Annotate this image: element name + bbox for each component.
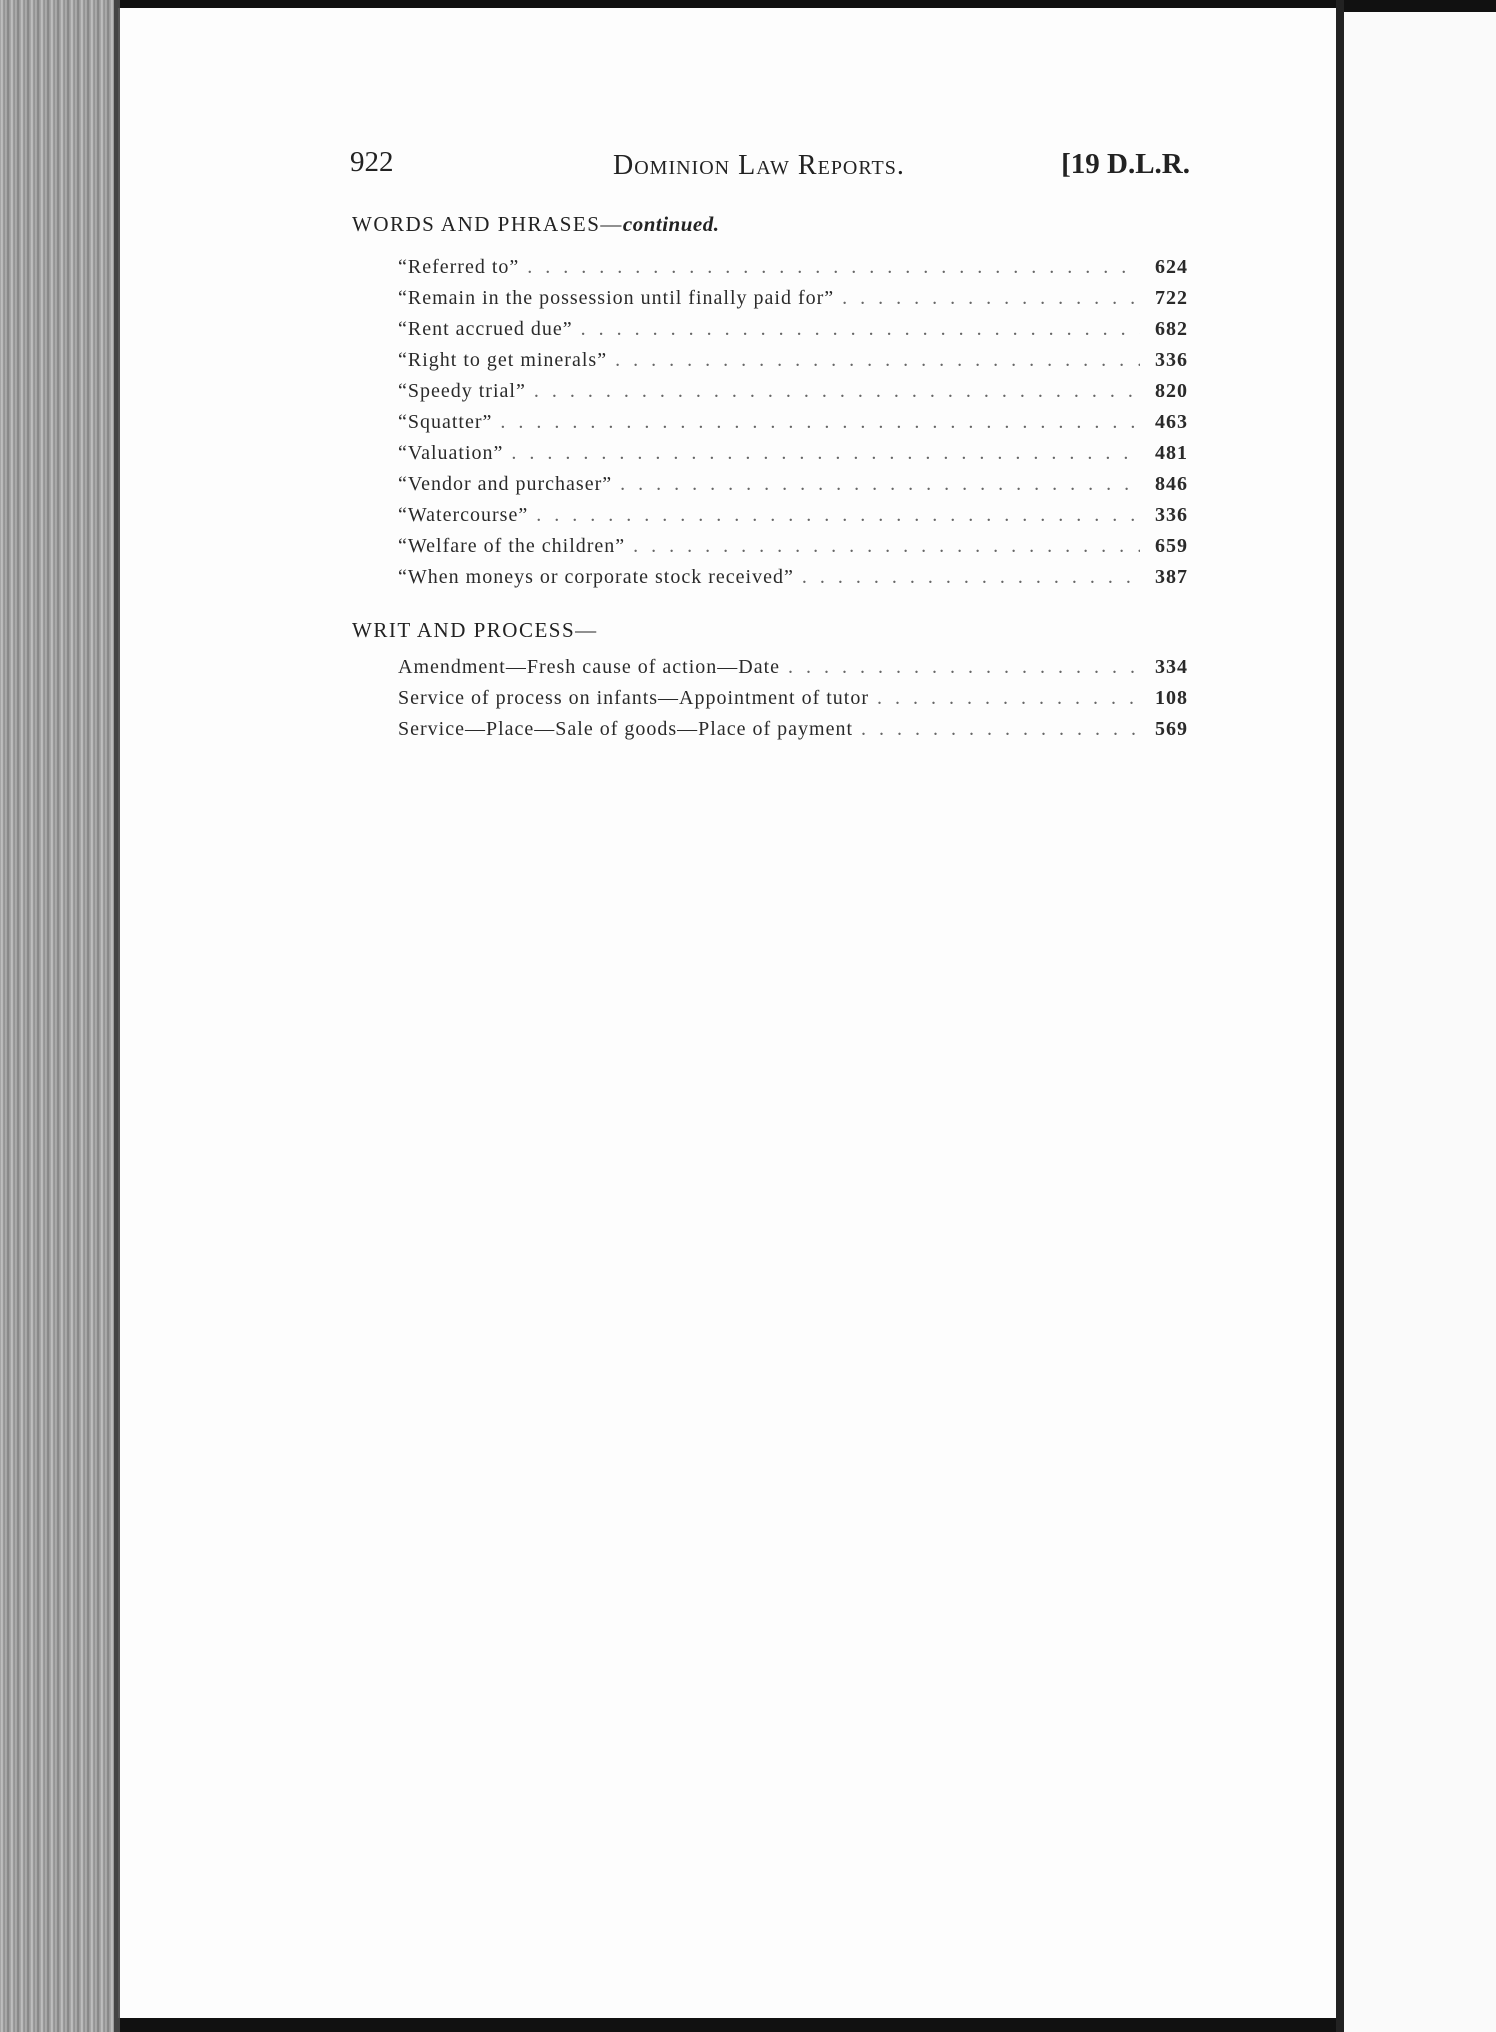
dot-leader	[788, 656, 1140, 679]
entry-label: Service—Place—Sale of goods—Place of payment	[398, 718, 853, 740]
dot-leader	[527, 256, 1140, 279]
dot-leader	[877, 687, 1140, 710]
book-page-edges	[0, 0, 120, 2032]
running-head	[350, 142, 1190, 192]
dot-leader	[500, 411, 1140, 434]
dot-leader	[620, 473, 1140, 496]
entry-page: 624	[1155, 256, 1188, 278]
journal-title: Dominion Law Reports.	[613, 150, 905, 181]
index-entry	[398, 687, 1188, 718]
index-entry	[398, 349, 1188, 380]
index-entry	[398, 504, 1188, 535]
index-entry	[398, 442, 1188, 473]
entry-label: “Vendor and purchaser”	[398, 473, 613, 495]
index-entry	[398, 718, 1188, 749]
entry-page: 682	[1155, 318, 1188, 340]
dot-leader	[615, 349, 1140, 372]
dot-leader	[633, 535, 1140, 558]
index-entry	[398, 287, 1188, 318]
entry-page: 336	[1155, 504, 1188, 526]
dot-leader	[842, 287, 1140, 310]
entry-page: 569	[1155, 718, 1188, 740]
entry-page: 334	[1155, 656, 1188, 678]
entry-label: “Watercourse”	[398, 504, 529, 526]
entry-page: 659	[1155, 535, 1188, 557]
entry-page: 387	[1155, 566, 1188, 588]
index-entry	[398, 535, 1188, 566]
entry-label: “Welfare of the children”	[398, 535, 626, 557]
index-entries-writ-and-process	[398, 656, 1188, 749]
facing-page	[1344, 12, 1496, 2032]
section-heading-text: WRIT AND PROCESS—	[352, 618, 598, 642]
entry-label: Service of process on infants—Appointment of tutor	[398, 687, 870, 709]
page-number: 922	[350, 146, 394, 178]
index-entry	[398, 656, 1188, 687]
entry-label: “Referred to”	[398, 256, 520, 278]
section-heading-continued: continued.	[622, 212, 720, 236]
index-entry	[398, 473, 1188, 504]
book-gutter	[1336, 0, 1344, 2032]
index-entry	[398, 566, 1188, 597]
dot-leader	[511, 442, 1140, 465]
index-entry	[398, 380, 1188, 411]
entry-label: Amendment—Fresh cause of action—Date	[398, 656, 781, 678]
entry-page: 108	[1155, 687, 1188, 709]
volume-reference: [19 D.L.R.	[1061, 148, 1190, 180]
dot-leader	[534, 380, 1140, 403]
entry-label: “Remain in the possession until finally paid for”	[398, 287, 835, 309]
entry-page: 722	[1155, 287, 1188, 309]
index-entries-words-and-phrases	[398, 256, 1188, 597]
section-heading-text: WORDS AND PHRASES—	[352, 212, 623, 236]
section-heading	[352, 212, 720, 237]
dot-leader	[536, 504, 1140, 527]
entry-page: 846	[1155, 473, 1188, 495]
entry-label: “Rent accrued due”	[398, 318, 573, 340]
index-entry	[398, 256, 1188, 287]
section-heading	[352, 618, 598, 643]
entry-page: 463	[1155, 411, 1188, 433]
dot-leader	[861, 718, 1140, 741]
dot-leader	[802, 566, 1140, 589]
entry-label: “When moneys or corporate stock received”	[398, 566, 794, 588]
index-entry	[398, 411, 1188, 442]
entry-page: 481	[1155, 442, 1188, 464]
dot-leader	[581, 318, 1140, 341]
entry-label: “Speedy trial”	[398, 380, 526, 402]
entry-label: “Squatter”	[398, 411, 493, 433]
index-entry	[398, 318, 1188, 349]
entry-page: 820	[1155, 380, 1188, 402]
entry-label: “Valuation”	[398, 442, 504, 464]
entry-page: 336	[1155, 349, 1188, 371]
entry-label: “Right to get minerals”	[398, 349, 608, 371]
